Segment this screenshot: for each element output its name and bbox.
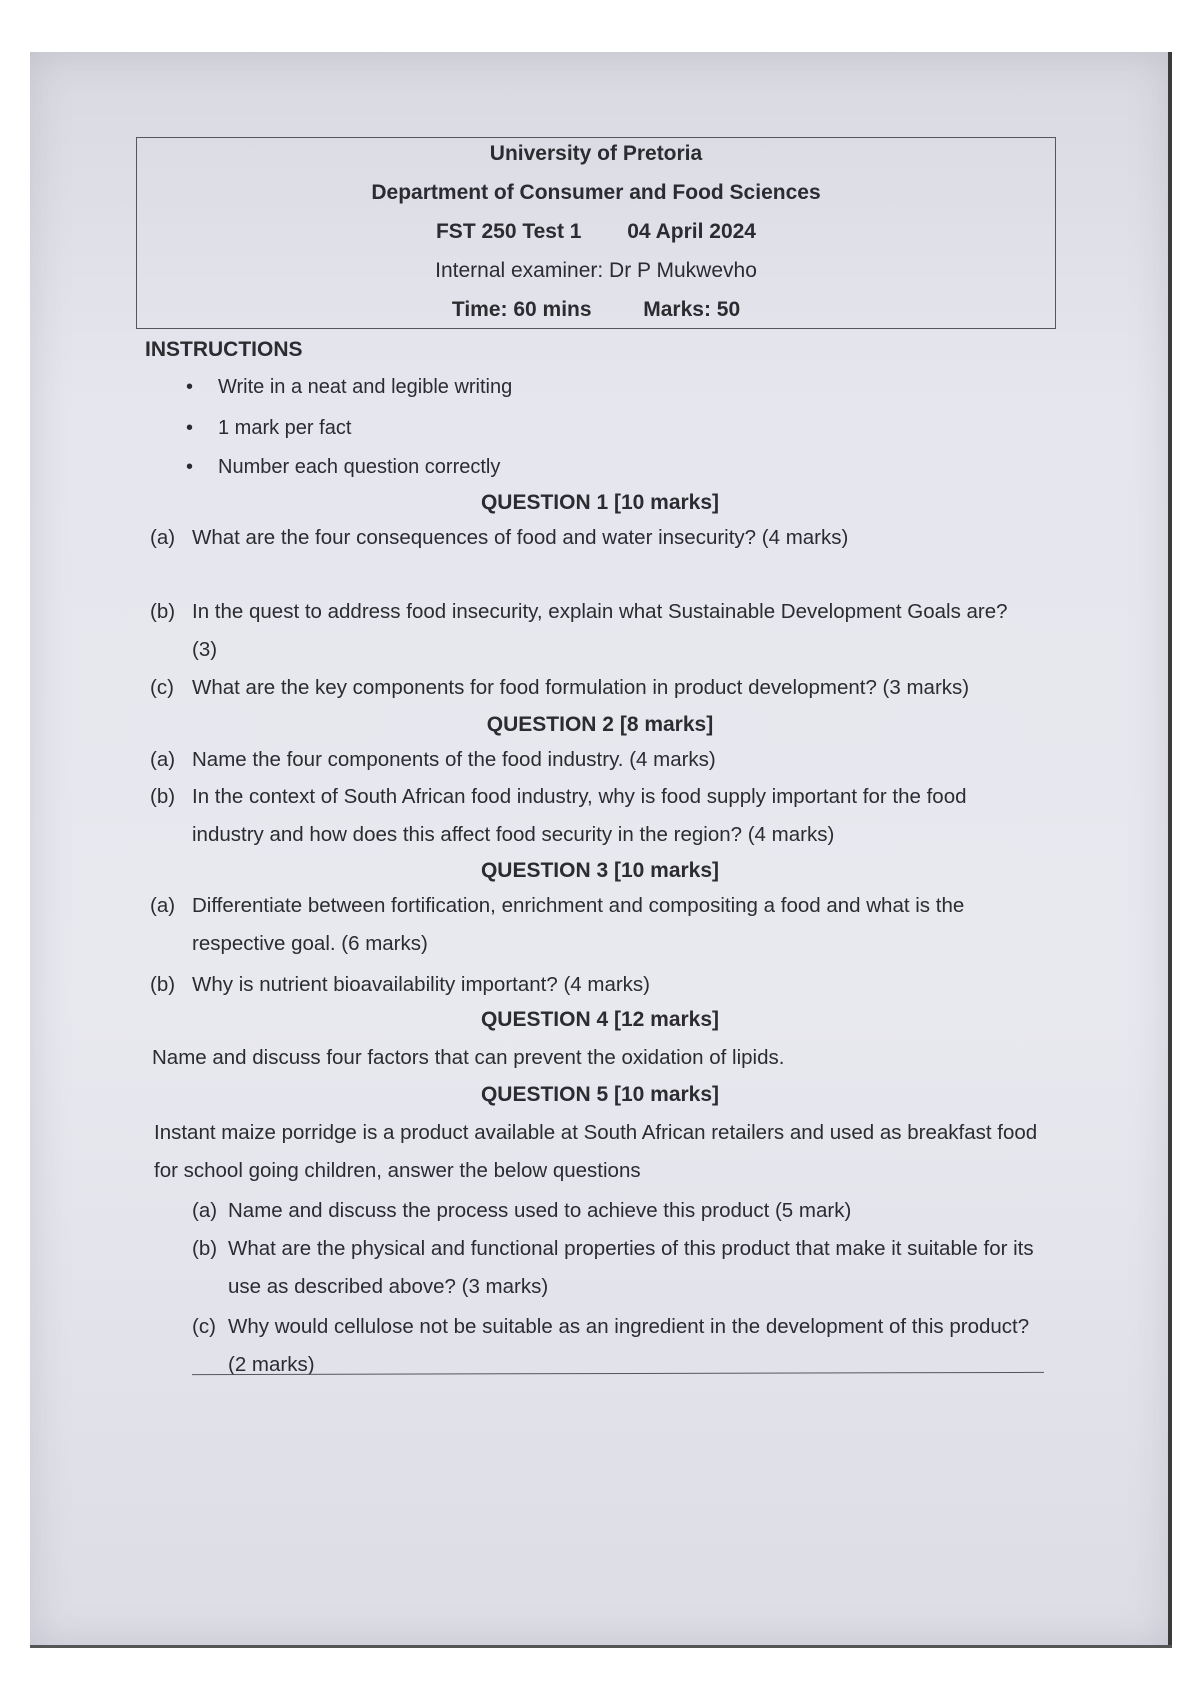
question-1b: (b) In the quest to address food insecurity, explain what Sustainable Development Goals are? (3)	[192, 593, 1012, 669]
item-label: (a)	[192, 1199, 218, 1222]
item-label: (b)	[150, 785, 176, 808]
exam-header-box	[136, 137, 1056, 329]
bullet-icon: •	[186, 376, 194, 398]
question-5-intro: Instant maize porridge is a product available at South African retailers and used as breakfast food for school going children, answer the below questions	[154, 1121, 1038, 1182]
item-label: (b)	[150, 973, 176, 996]
question-5b: (b) What are the physical and functional properties of this product that make it suitable for its use as described above? (3 marks)	[228, 1230, 1048, 1306]
item-label: (c)	[150, 676, 174, 699]
question-3b: (b) Why is nutrient bioavailability important? (4 marks)	[192, 966, 1032, 1004]
question-1a: (a) What are the four consequences of food and water insecurity? (4 marks)	[192, 519, 1032, 557]
question-2-heading: QUESTION 2 [8 marks]	[486, 713, 714, 736]
test-date: 04 April 2024	[627, 220, 756, 243]
university-name: University of Pretoria	[489, 142, 703, 165]
item-label: (c)	[192, 1315, 216, 1338]
item-label: (a)	[150, 526, 176, 549]
test-name: FST 250 Test 1	[435, 220, 582, 243]
question-4-text: Name and discuss four factors that can prevent the oxidation of lipids.	[152, 1046, 785, 1069]
total-marks: Marks: 50	[643, 298, 741, 321]
instruction-item: • Write in a neat and legible writing	[186, 376, 513, 398]
question-3-heading: QUESTION 3 [10 marks]	[480, 859, 720, 882]
bullet-icon: •	[186, 417, 194, 439]
test-line	[137, 219, 1055, 245]
bullet-icon: •	[186, 456, 194, 478]
time-marks-line	[137, 297, 1055, 323]
question-2a: (a) Name the four components of the food industry. (4 marks)	[192, 741, 1032, 779]
question-4-heading: QUESTION 4 [12 marks]	[480, 1008, 720, 1031]
instruction-item: • 1 mark per fact	[186, 417, 352, 439]
question-1c: (c) What are the key components for food formulation in product development? (3 marks)	[192, 669, 1032, 707]
item-label: (a)	[150, 748, 176, 771]
instruction-item: • Number each question correctly	[186, 456, 501, 478]
sheet-edge	[1168, 52, 1172, 1647]
question-2b: (b) In the context of South African food industry, why is food supply important for the food industry and how does this affect food security in the region? (4 marks)	[192, 778, 1022, 854]
question-3a: (a) Differentiate between fortification, enrichment and compositing a food and what is the respective goal. (6 marks)	[192, 887, 1022, 963]
item-label: (b)	[150, 600, 176, 623]
question-5c: (c) Why would cellulose not be suitable as an ingredient in the development of this product? (2 marks)	[228, 1308, 1048, 1384]
sheet-edge-bottom	[30, 1645, 1172, 1648]
time-allowed: Time: 60 mins	[451, 298, 592, 321]
question-1-heading: QUESTION 1 [10 marks]	[480, 491, 720, 514]
item-label: (a)	[150, 894, 176, 917]
question-5a: (a) Name and discuss the process used to achieve this product (5 mark)	[228, 1192, 1048, 1230]
question-5-heading: QUESTION 5 [10 marks]	[480, 1083, 720, 1106]
department-name: Department of Consumer and Food Sciences	[371, 181, 821, 204]
examiner: Internal examiner: Dr P Mukwevho	[435, 259, 757, 282]
instructions-title: INSTRUCTIONS	[145, 338, 303, 361]
item-label: (b)	[192, 1237, 218, 1260]
